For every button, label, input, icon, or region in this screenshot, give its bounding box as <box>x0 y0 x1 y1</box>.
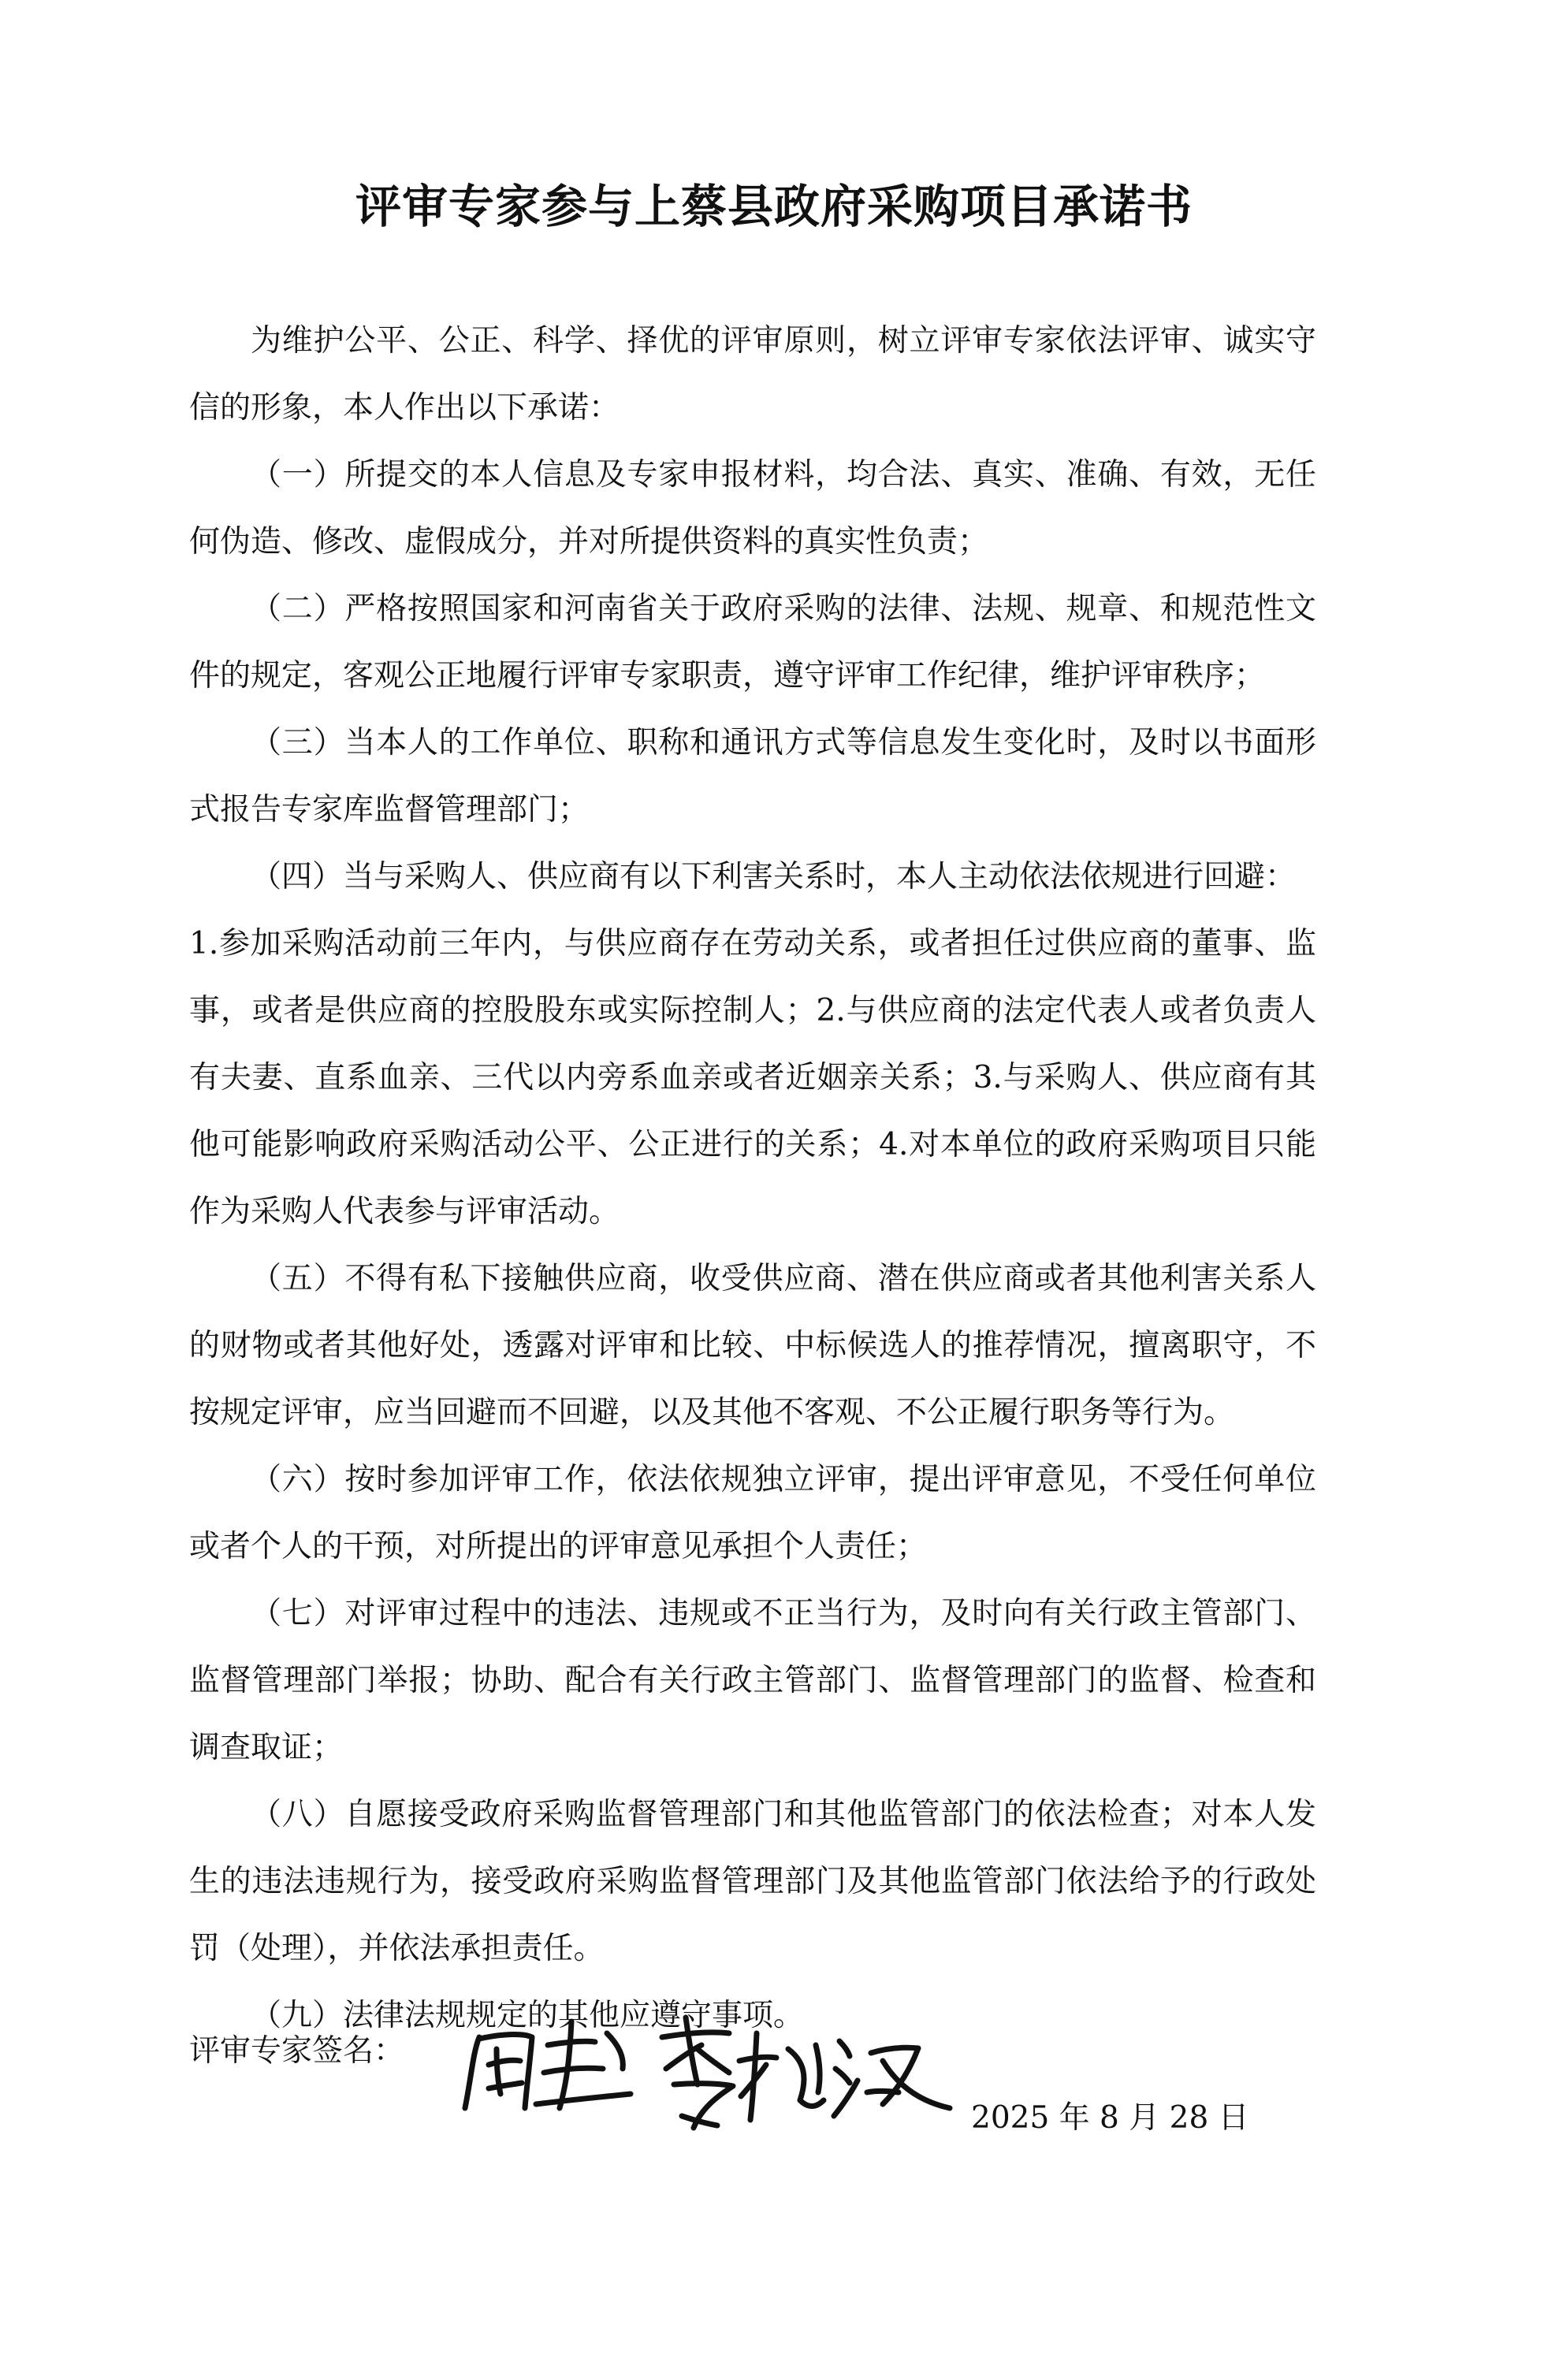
commitment-item-8: （八）自愿接受政府采购监督管理部门和其他监管部门的依法检查；对本人发生的违法违规行为，接受政府采购监督管理部门及其他监管部门依法给予的行政处罚（处理），并依法承担责任。 <box>189 1797 1316 1966</box>
commitment-item-5: （五）不得有私下接触供应商，收受供应商、潜在供应商或者其他利害关系人的财物或者其他好处，透露对评审和比较、中标候选人的推荐情况，擅离职守，不按规定评审，应当回避而不回避，以及其他不客观、不公正履行职务等行为。 <box>189 1261 1316 1430</box>
document-body <box>189 307 1316 2049</box>
document-date: 2025 年 8 月 28 日 <box>971 2100 1249 2136</box>
commitment-item-6: （六）按时参加评审工作，依法依规独立评审，提出评审意见，不受任何单位或者个人的干预，对所提出的评审意见承担个人责任； <box>189 1462 1316 1564</box>
commitment-item-7: （七）对评审过程中的违法、违规或不正当行为，及时向有关行政主管部门、监督管理部门举报；协助、配合有关行政主管部门、监督管理部门的监督、检查和调查取证； <box>189 1596 1316 1765</box>
document-title: 评审专家参与上蔡县政府采购项目承诺书 <box>355 180 1193 233</box>
commitment-item-9: （九）法律法规规定的其他应遵守事项。 <box>251 1998 805 2033</box>
commitment-item-4: （四）当与采购人、供应商有以下利害关系时，本人主动依法依规进行回避： <box>251 859 1297 894</box>
intro-paragraph: 为维护公平、公正、科学、择优的评审原则，树立评审专家依法评审、诚实守信的形象，本人作出以下承诺： <box>189 323 1316 426</box>
signature-label: 评审专家签名： <box>189 2033 405 2069</box>
commitment-item-1: （一）所提交的本人信息及专家申报材料，均合法、真实、准确、有效，无任何伪造、修改、虚假成分，并对所提供资料的真实性负责； <box>189 457 1316 560</box>
commitment-item-3: （三）当本人的工作单位、职称和通讯方式等信息发生变化时，及时以书面形式报告专家库监督管理部门； <box>189 725 1316 827</box>
handwritten-signature <box>457 1990 962 2140</box>
commitment-item-2: （二）严格按照国家和河南省关于政府采购的法律、法规、规章、和规范性文件的规定，客观公正地履行评审专家职责，遵守评审工作纪律，维护评审秩序； <box>189 591 1316 694</box>
avoidance-details: 1.参加采购活动前三年内，与供应商存在劳动关系，或者担任过供应商的董事、监事，或者是供应商的控股股东或实际控制人；2.与供应商的法定代表人或者负责人有夫妻、直系血亲、三代以内旁系血亲或者近姻亲关系；3.与采购人、供应商有其他可能影响政府采购活动公平、公正进行的关系；4.对本单位的政府采购项目只能作为采购人代表参与评审活动。 <box>189 926 1316 1229</box>
